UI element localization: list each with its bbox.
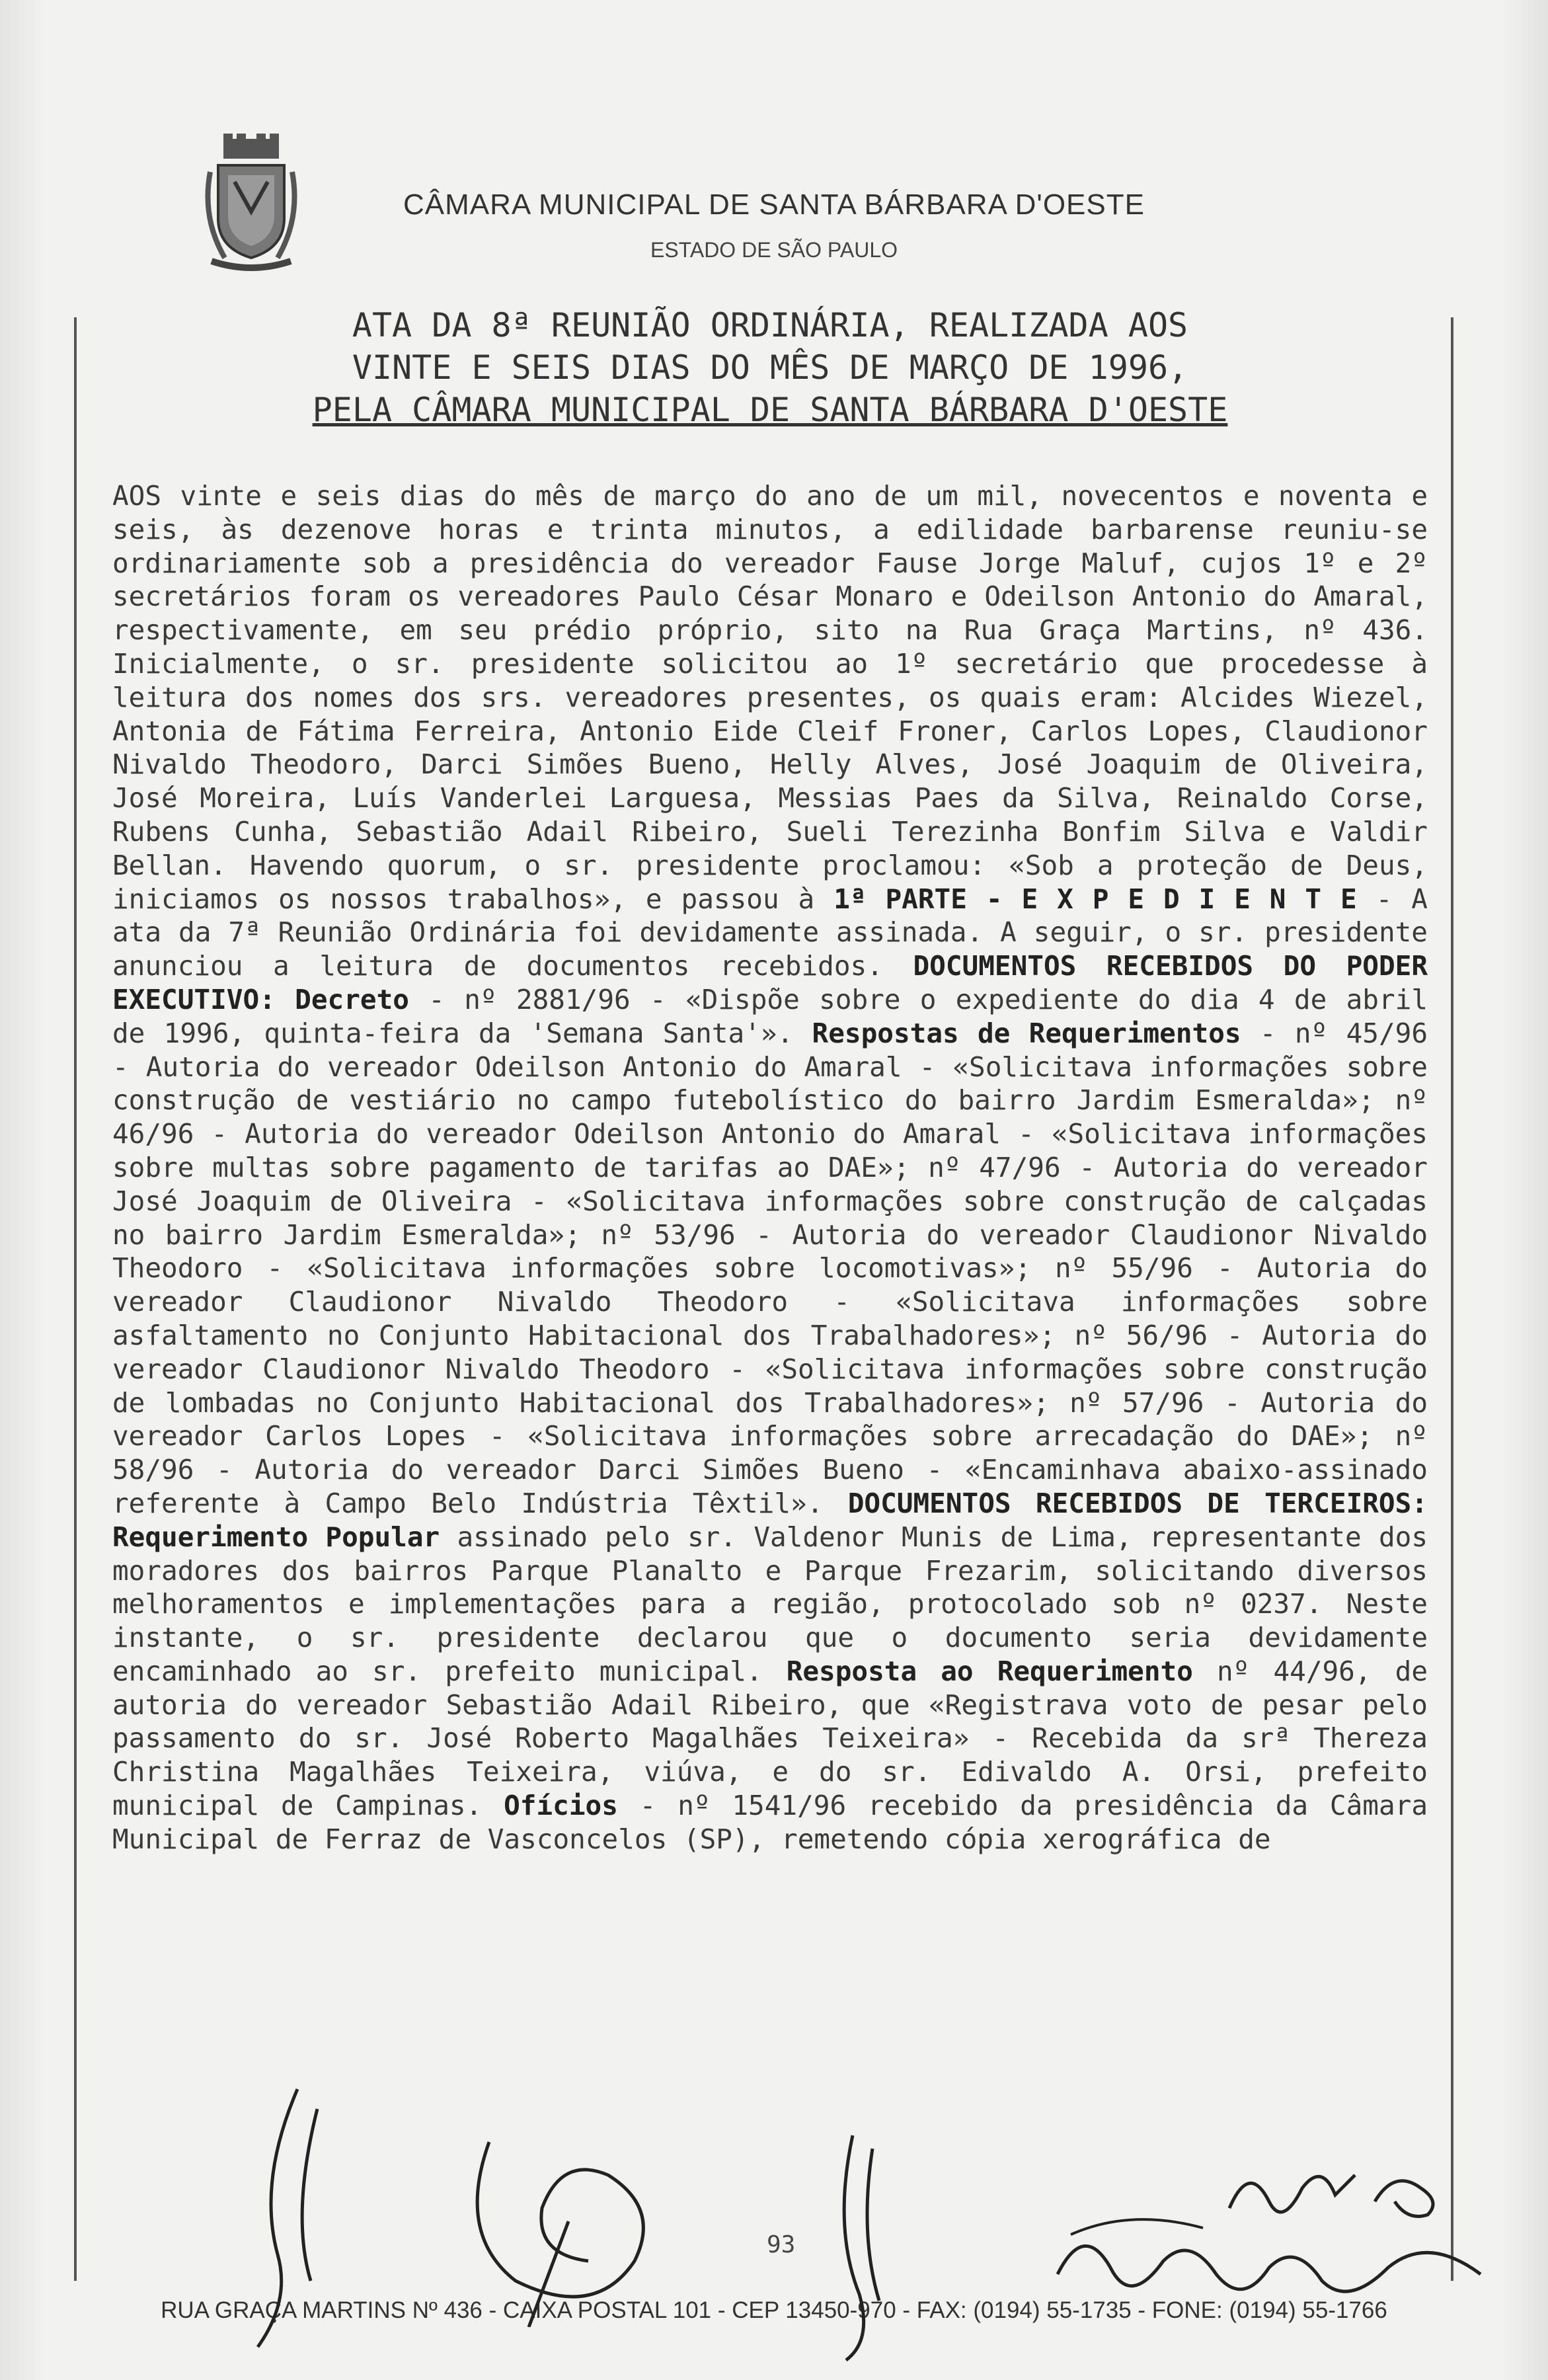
body-text: nº 44/96, de autoria do vereador Sebastião Adail Ribeiro, que «Registrava voto de pesar pelo passamento do sr. José Roberto Magalhães Teixeira» - Recebida da srª Thereza Christina Magalhães Teixeira, viúva, e do sr. Edivaldo A. Orsi, prefeito municipal de Campinas. bbox=[112, 1655, 1428, 1822]
section-expediente: 1ª PARTE - E X P E D I E N T E bbox=[833, 883, 1357, 915]
label-decreto: Decreto bbox=[295, 983, 409, 1015]
heading-line-1: ATA DA 8ª REUNIÃO ORDINÁRIA, REALIZADA AOS bbox=[352, 306, 1188, 344]
label-requerimento-popular: Requerimento Popular bbox=[112, 1521, 440, 1553]
institution-title: CÂMARA MUNICIPAL DE SANTA BÁRBARA D'OESTE bbox=[403, 188, 1145, 221]
address-footer: RUA GRAÇA MARTINS Nº 436 - CAIXA POSTAL 101 - CEP 13450-970 - FAX: (0194) 55-1735 - FONE: (0194) 55-1766 bbox=[161, 2297, 1387, 2323]
minutes-body bbox=[112, 479, 1428, 1856]
signature-5 bbox=[1223, 2149, 1448, 2235]
page-number: 93 bbox=[767, 2231, 796, 2258]
body-text: AOS vinte e seis dias do mês de março do ano de um mil, novecentos e noventa e seis, às dezenove horas e trinta minutos, a edilidade barbarense reuniu-se ordinariamente sob a presidência do vereador Fause Jorge Maluf, cujos 1º e 2º secretários foram os vereadores Paulo César Monaro e Odeilson Antonio do Amaral, respectivamente, em seu prédio próprio, sito na Rua Graça Martins, nº 436. Inicialmente, o sr. presidente solicitou ao 1º secretário que procedesse à leitura dos nomes dos srs. vereadores presentes, os quais eram: Alcides Wiezel, Antonia de Fátima Ferreira, Antonio Eide Cleif Froner, Carlos Lopes, Claudionor Nivaldo Theodoro, Darci Simões Bueno, Helly Alves, José Joaquim de Oliveira, José Moreira, Luís Vanderlei Larguesa, Messias Paes da Silva, Reinaldo Corse, Rubens Cunha, Sebastião Adail Ribeiro, Sueli Terezinha Bonfim Silva e Valdir Bellan. Havendo quorum, o sr. presidente proclamou: «Sob a proteção de Deus, iniciamos os nossos trabalhos», e passou à bbox=[112, 480, 1428, 915]
label-resposta-requerimento: Resposta ao Requerimento bbox=[786, 1655, 1193, 1687]
signature-2 bbox=[463, 2129, 674, 2327]
body-text: - A ata da 7ª Reunião Ordinária foi devidamente assinada. A seguir, o sr. presidente anunciou a leitura de documentos recebidos. bbox=[112, 883, 1428, 982]
body-text: - nº 2881/96 - «Dispõe sobre o expediente do dia 4 de abril de 1996, quinta-feira da 'Semana Santa'». bbox=[112, 983, 1428, 1049]
section-docs-terceiros: DOCUMENTOS RECEBIDOS DE TERCEIROS: bbox=[847, 1487, 1428, 1519]
body-text: assinado pelo sr. Valdenor Munis de Lima, representante dos moradores dos bairros Parque Planalto e Parque Frezarim, solicitando diversos melhoramentos e implementações para a região, protocolado sob nº 0237. Neste instante, o sr. presidente declarou que o documento seria devidamente encaminhado ao sr. prefeito municipal. bbox=[112, 1521, 1428, 1687]
label-respostas: Respostas de Requerimentos bbox=[812, 1017, 1241, 1049]
body-text: - nº 45/96 - Autoria do vereador Odeilson Antonio do Amaral - «Solicitava informações sobre construção de vestiário no campo futebolístico do bairro Jardim Esmeralda»; nº 46/96 - Autoria do vereador Odeilson Antonio do Amaral - «Solicitava informações sobre multas sobre pagamento de tarifas ao DAE»; nº 47/96 - Autoria do vereador José Joaquim de Oliveira - «Solicitava informações sobre construção de calçadas no bairro Jardim Esmeralda»; nº 53/96 - Autoria do vereador Claudionor Nivaldo Theodoro - «Solicitava informações sobre locomotivas»; nº 55/96 - Autoria do vereador Claudionor Nivaldo Theodoro - «Solicitava informações sobre asfaltamento no Conjunto Habitacional dos Trabalhadores»; nº 56/96 - Autoria do vereador Claudionor Nivaldo Theodoro - «Solicitava informações sobre construção de lombadas no Conjunto Habitacional dos Trabalhadores»; nº 57/96 - Autoria do vereador Carlos Lopes - «Solicitava informações sobre arrecadação do DAE»; nº 58/96 - Autoria do vereador Darci Simões Bueno - «Encaminhava abaixo-assinado referente à Campo Belo Indústria Têxtil». bbox=[112, 1017, 1428, 1519]
right-margin-line bbox=[1451, 317, 1453, 2281]
heading-line-3: PELA CÂMARA MUNICIPAL DE SANTA BÁRBARA D'OESTE bbox=[312, 391, 1228, 429]
signature-1 bbox=[218, 2082, 364, 2360]
body-text: - nº 1541/96 recebido da presidência da Câmara Municipal de Ferraz de Vasconcelos (SP), remetendo cópia xerográfica de bbox=[112, 1790, 1428, 1855]
left-margin-line bbox=[74, 317, 77, 2281]
minutes-heading bbox=[112, 304, 1428, 431]
label-oficios: Ofícios bbox=[504, 1790, 618, 1822]
institution-subtitle: ESTADO DE SÃO PAULO bbox=[650, 238, 898, 262]
section-docs-executivo: DOCUMENTOS RECEBIDOS DO PODER EXECUTIVO: bbox=[112, 950, 1428, 1015]
heading-line-2: VINTE E SEIS DIAS DO MÊS DE MARÇO DE 1996, bbox=[352, 348, 1188, 387]
signature-3 bbox=[813, 2129, 906, 2367]
